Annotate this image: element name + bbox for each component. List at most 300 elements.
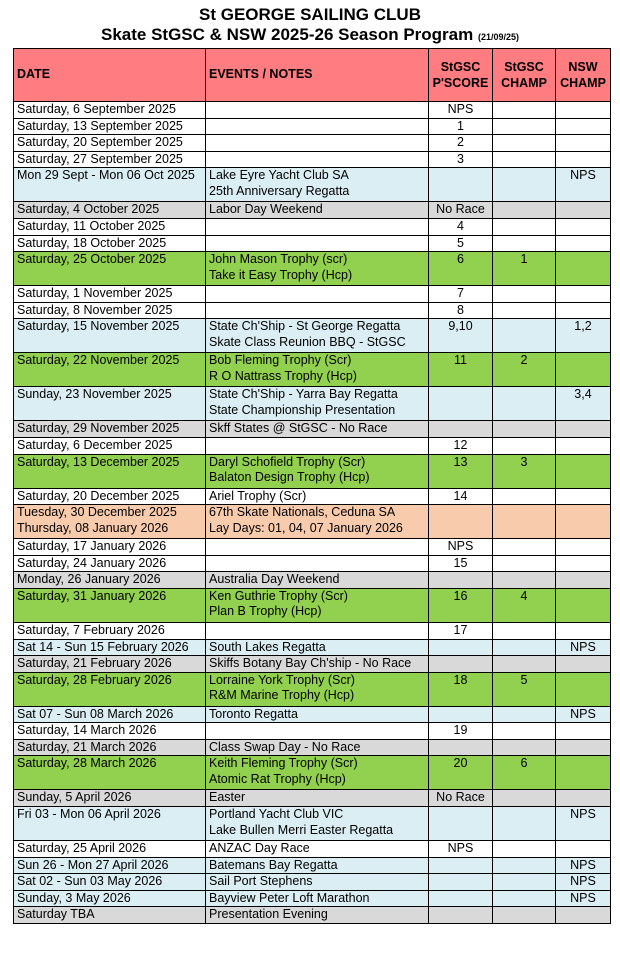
date-cell: [14, 706, 206, 723]
stgsc-champ-cell: [493, 202, 556, 219]
table-row: [14, 102, 611, 119]
nsw-champ-cell: [556, 790, 611, 807]
events-cell-text: Easter: [209, 790, 246, 805]
stgsc-champ-cell: [493, 488, 556, 505]
stgsc-champ-cell: [493, 874, 556, 891]
nsw-champ-cell: [556, 807, 611, 841]
pscore-cell: [429, 790, 493, 807]
stgsc-champ-cell-text: 2: [520, 353, 528, 368]
table-row: [14, 807, 611, 841]
stgsc-champ-cell: [493, 756, 556, 790]
nsw-champ-cell: [556, 319, 611, 353]
subtitle-text: Skate StGSC & NSW 2025-26 Season Program: [100, 25, 474, 44]
stgsc-champ-cell: [493, 286, 556, 303]
events-cell: [206, 437, 429, 454]
date-cell-text: Saturday, 21 March 2026: [17, 739, 157, 754]
table-row: [14, 572, 611, 589]
stgsc-champ-cell-text: 3: [520, 454, 528, 469]
stgsc-champ-cell: [493, 672, 556, 706]
events-cell-text: Balaton Design Trophy (Hcp): [209, 470, 370, 485]
date-cell-text: Saturday, 15 November 2025: [17, 319, 180, 334]
date-cell-text: Saturday, 29 November 2025: [17, 421, 180, 436]
pscore-cell: [429, 739, 493, 756]
table-header-row: [14, 49, 611, 102]
nsw-champ-cell: [556, 672, 611, 706]
events-cell-text: Bayview Peter Loft Marathon: [209, 890, 370, 905]
pscore-cell: [429, 118, 493, 135]
date-cell: [14, 421, 206, 438]
events-cell-text: State Championship Presentation: [209, 402, 396, 417]
table-row: [14, 235, 611, 252]
stgsc-champ-cell: [493, 790, 556, 807]
pscore-cell: [429, 890, 493, 907]
table-row: [14, 656, 611, 673]
events-cell: [206, 739, 429, 756]
table-row: [14, 890, 611, 907]
nsw-champ-cell: [556, 218, 611, 235]
events-cell: [206, 639, 429, 656]
stgsc-champ-cell: [493, 319, 556, 353]
events-cell: [206, 505, 429, 539]
table-row: [14, 353, 611, 387]
table-row: [14, 302, 611, 319]
pscore-cell-text: 1: [457, 118, 464, 133]
stgsc-champ-cell: [493, 539, 556, 556]
stgsc-champ-cell: [493, 555, 556, 572]
pscore-cell-text: No Race: [436, 202, 485, 217]
nsw-champ-cell-text: NPS: [570, 807, 596, 822]
events-cell: [206, 102, 429, 119]
date-cell-text: Saturday TBA: [17, 907, 95, 922]
events-cell: [206, 841, 429, 858]
pscore-cell-text: 8: [457, 302, 464, 317]
pscore-cell-text: 17: [453, 622, 468, 637]
table-row: [14, 387, 611, 421]
date-cell: [14, 857, 206, 874]
nsw-champ-cell: [556, 841, 611, 858]
pscore-cell: [429, 656, 493, 673]
events-cell: [206, 555, 429, 572]
header-pscore: [429, 49, 493, 102]
table-row: [14, 907, 611, 924]
table-row: [14, 539, 611, 556]
stgsc-champ-cell: [493, 454, 556, 488]
pscore-cell: [429, 756, 493, 790]
pscore-cell-text: 19: [453, 723, 468, 738]
table-row: [14, 588, 611, 622]
pscore-cell: [429, 135, 493, 152]
stgsc-champ-cell: [493, 102, 556, 119]
date-cell: [14, 639, 206, 656]
nsw-champ-cell-text: 3,4: [574, 387, 592, 402]
events-cell: [206, 790, 429, 807]
table-row: [14, 252, 611, 286]
date-cell-text: Saturday, 21 February 2026: [17, 656, 172, 671]
date-cell-text: Saturday, 8 November 2025: [17, 302, 173, 317]
header-events: EVENTS / NOTES: [206, 49, 429, 102]
events-cell-text: Lorraine York Trophy (Scr): [209, 672, 355, 687]
header-stgsc-champ-line2: CHAMP: [501, 76, 547, 90]
events-cell-text: Skate Class Reunion BBQ - StGSC: [209, 334, 406, 349]
events-cell: [206, 319, 429, 353]
date-cell: [14, 539, 206, 556]
nsw-champ-cell: [556, 890, 611, 907]
date-cell-text: Saturday, 18 October 2025: [17, 235, 167, 250]
table-row: [14, 135, 611, 152]
pscore-cell: [429, 857, 493, 874]
pscore-cell-text: 18: [453, 672, 468, 687]
date-cell: [14, 302, 206, 319]
nsw-champ-cell: [556, 488, 611, 505]
events-cell: [206, 539, 429, 556]
date-cell-text: Sunday, 3 May 2026: [17, 890, 131, 905]
table-row: [14, 706, 611, 723]
date-cell: [14, 739, 206, 756]
stgsc-champ-cell: [493, 807, 556, 841]
pscore-cell-text: 7: [457, 286, 464, 301]
date-cell: [14, 319, 206, 353]
pscore-cell: [429, 488, 493, 505]
events-cell-text: Plan B Trophy (Hcp): [209, 604, 322, 619]
pscore-cell-text: 14: [453, 488, 468, 503]
events-cell: [206, 672, 429, 706]
events-cell-text: Australia Day Weekend: [209, 572, 340, 587]
date-cell-text: Saturday, 28 March 2026: [17, 756, 157, 771]
date-cell-text: Saturday, 17 January 2026: [17, 539, 167, 554]
stgsc-champ-cell: [493, 421, 556, 438]
events-cell: [206, 706, 429, 723]
table-row: [14, 286, 611, 303]
events-cell-text: Lay Days: 01, 04, 07 January 2026: [209, 520, 403, 535]
date-cell: [14, 890, 206, 907]
table-row: [14, 437, 611, 454]
events-cell-text: Skff States @ StGSC - No Race: [209, 421, 388, 436]
nsw-champ-cell: [556, 252, 611, 286]
pscore-cell-text: 15: [453, 555, 468, 570]
pscore-cell-text: NPS: [447, 102, 474, 116]
nsw-champ-cell: [556, 387, 611, 421]
nsw-champ-cell: [556, 102, 611, 119]
stgsc-champ-cell: [493, 252, 556, 286]
events-cell: [206, 387, 429, 421]
date-cell: [14, 588, 206, 622]
date-cell: [14, 437, 206, 454]
table-row: [14, 421, 611, 438]
date-cell: [14, 907, 206, 924]
date-cell-text: Sat 02 - Sun 03 May 2026: [17, 874, 163, 889]
events-cell-text: Toronto Regatta: [209, 706, 298, 721]
date-cell-text: Saturday, 7 February 2026: [17, 622, 165, 637]
stgsc-champ-cell: [493, 135, 556, 152]
stgsc-champ-cell: [493, 622, 556, 639]
pscore-cell: [429, 907, 493, 924]
version-date: (21/09/25): [477, 32, 519, 42]
nsw-champ-cell: [556, 588, 611, 622]
nsw-champ-cell: [556, 656, 611, 673]
date-cell: [14, 790, 206, 807]
events-cell-text: State Ch'Ship - St George Regatta: [209, 319, 401, 334]
stgsc-champ-cell: [493, 723, 556, 740]
nsw-champ-cell: [556, 857, 611, 874]
table-row: [14, 622, 611, 639]
stgsc-champ-cell: [493, 168, 556, 202]
table-row: [14, 639, 611, 656]
stgsc-champ-cell-text: 1: [520, 252, 528, 267]
nsw-champ-cell: [556, 907, 611, 924]
pscore-cell: [429, 555, 493, 572]
events-cell-text: Class Swap Day - No Race: [209, 739, 361, 754]
events-cell: [206, 723, 429, 740]
nsw-champ-cell: [556, 202, 611, 219]
pscore-cell: [429, 437, 493, 454]
events-cell-text: Labor Day Weekend: [209, 202, 323, 217]
pscore-cell-text: NPS: [447, 539, 474, 554]
stgsc-champ-cell: [493, 437, 556, 454]
events-cell: [206, 572, 429, 589]
pscore-cell: [429, 572, 493, 589]
events-cell-text: John Mason Trophy (scr): [209, 252, 348, 267]
pscore-cell-text: 13: [453, 454, 468, 469]
date-cell-text: Saturday, 24 January 2026: [17, 555, 167, 570]
nsw-champ-cell: [556, 572, 611, 589]
date-cell: [14, 235, 206, 252]
date-cell: [14, 572, 206, 589]
events-cell: [206, 622, 429, 639]
table-row: [14, 505, 611, 539]
pscore-cell: [429, 102, 493, 119]
nsw-champ-cell: [556, 151, 611, 168]
nsw-champ-cell: [556, 723, 611, 740]
pscore-cell-text: 5: [457, 235, 464, 250]
events-cell: [206, 353, 429, 387]
events-cell-text: Lake Eyre Yacht Club SA: [209, 168, 349, 183]
stgsc-champ-cell: [493, 572, 556, 589]
season-program-table: [13, 48, 611, 924]
stgsc-champ-cell: [493, 739, 556, 756]
pscore-cell: [429, 454, 493, 488]
date-cell-text: Saturday, 1 November 2025: [17, 286, 173, 301]
nsw-champ-cell: [556, 353, 611, 387]
table-row: [14, 874, 611, 891]
header-stgsc-champ: [493, 49, 556, 102]
nsw-champ-cell-text: NPS: [570, 639, 596, 654]
nsw-champ-cell: [556, 437, 611, 454]
pscore-cell-text: 11: [454, 353, 467, 368]
events-cell: [206, 454, 429, 488]
date-cell-text: Saturday, 22 November 2025: [17, 353, 180, 368]
events-cell: [206, 656, 429, 673]
date-cell-text: Saturday, 25 April 2026: [17, 841, 147, 856]
events-cell: [206, 302, 429, 319]
pscore-cell: [429, 807, 493, 841]
pscore-cell-text: 20: [453, 756, 468, 771]
stgsc-champ-cell: [493, 639, 556, 656]
pscore-cell-text: 2: [457, 135, 464, 150]
stgsc-champ-cell-text: 4: [520, 588, 528, 603]
date-cell-text: Saturday, 6 December 2025: [17, 437, 173, 452]
date-cell: [14, 622, 206, 639]
pscore-cell: [429, 151, 493, 168]
stgsc-champ-cell: [493, 857, 556, 874]
date-cell-text: Saturday, 20 December 2025: [17, 488, 180, 503]
nsw-champ-cell: [556, 639, 611, 656]
events-cell: [206, 890, 429, 907]
stgsc-champ-cell: [493, 387, 556, 421]
pscore-cell-text: NPS: [447, 841, 474, 856]
date-cell-text: Sunday, 23 November 2025: [17, 387, 172, 402]
pscore-cell: [429, 841, 493, 858]
nsw-champ-cell: [556, 756, 611, 790]
date-cell-text: Mon 29 Sept - Mon 06 Oct 2025: [17, 168, 195, 183]
events-cell-text: 25th Anniversary Regatta: [209, 183, 350, 198]
pscore-cell: [429, 672, 493, 706]
events-cell: [206, 218, 429, 235]
stgsc-champ-cell: [493, 235, 556, 252]
pscore-cell: [429, 622, 493, 639]
date-cell: [14, 218, 206, 235]
stgsc-champ-cell: [493, 841, 556, 858]
stgsc-champ-cell: [493, 588, 556, 622]
table-row: [14, 151, 611, 168]
date-cell-text: Saturday, 27 September 2025: [17, 151, 183, 166]
table-row: [14, 454, 611, 488]
events-cell: [206, 807, 429, 841]
pscore-cell-text: 3: [457, 151, 464, 166]
nsw-champ-cell: [556, 168, 611, 202]
stgsc-champ-cell-text: 6: [520, 756, 528, 771]
date-cell-text: Saturday, 6 September 2025: [17, 102, 176, 116]
date-cell-text: Saturday, 25 October 2025: [17, 252, 167, 267]
nsw-champ-cell-text: NPS: [570, 890, 596, 905]
table-row: [14, 319, 611, 353]
pscore-cell: [429, 505, 493, 539]
events-cell-text: R O Nattrass Trophy (Hcp): [209, 368, 357, 383]
events-cell-text: Batemans Bay Regatta: [209, 857, 338, 872]
date-cell-text: Monday, 26 January 2026: [17, 572, 161, 587]
nsw-champ-cell: [556, 302, 611, 319]
header-nsw-champ-line2: CHAMP: [560, 76, 606, 90]
date-cell: [14, 387, 206, 421]
date-cell: [14, 841, 206, 858]
table-row: [14, 756, 611, 790]
stgsc-champ-cell: [493, 218, 556, 235]
date-cell-text: Fri 03 - Mon 06 April 2026: [17, 807, 161, 822]
events-cell-text: 67th Skate Nationals, Ceduna SA: [209, 505, 396, 520]
pscore-cell-text: 16: [453, 588, 468, 603]
date-cell: [14, 756, 206, 790]
stgsc-champ-cell: [493, 656, 556, 673]
header-nsw-champ: [556, 49, 611, 102]
stgsc-champ-cell: [493, 353, 556, 387]
pscore-cell: [429, 286, 493, 303]
events-cell: [206, 202, 429, 219]
date-cell: [14, 286, 206, 303]
events-cell: [206, 488, 429, 505]
date-cell-text: Sun 26 - Mon 27 April 2026: [17, 857, 169, 872]
events-cell-text: Lake Bullen Merri Easter Regatta: [209, 822, 394, 837]
date-cell-text: Saturday, 13 December 2025: [17, 454, 180, 469]
events-cell: [206, 588, 429, 622]
events-cell-text: Sail Port Stephens: [209, 874, 313, 889]
events-cell: [206, 421, 429, 438]
table-body: [14, 102, 611, 924]
nsw-champ-cell: [556, 286, 611, 303]
events-cell: [206, 118, 429, 135]
date-cell: [14, 454, 206, 488]
table-row: [14, 790, 611, 807]
pscore-cell-text: No Race: [436, 790, 485, 805]
nsw-champ-cell: [556, 421, 611, 438]
pscore-cell: [429, 202, 493, 219]
events-cell-text: Take it Easy Trophy (Hcp): [209, 267, 353, 282]
events-cell: [206, 235, 429, 252]
date-cell-text: Saturday, 28 February 2026: [17, 672, 172, 687]
pscore-cell: [429, 706, 493, 723]
events-cell-text: R&M Marine Trophy (Hcp): [209, 688, 355, 703]
table-row: [14, 218, 611, 235]
header-pscore-line1: StGSC: [440, 60, 481, 74]
header-stgsc-champ-line1: StGSC: [504, 60, 544, 74]
header-pscore-line2: P'SCORE: [432, 76, 489, 90]
date-cell: [14, 807, 206, 841]
table-row: [14, 857, 611, 874]
pscore-cell: [429, 319, 493, 353]
events-cell-text: Skiffs Botany Bay Ch'ship - No Race: [209, 656, 412, 671]
pscore-cell: [429, 874, 493, 891]
date-cell: [14, 874, 206, 891]
stgsc-champ-cell: [493, 505, 556, 539]
pscore-cell-text: 6: [457, 252, 464, 267]
stgsc-champ-cell: [493, 302, 556, 319]
date-cell-text: Sat 07 - Sun 08 March 2026: [17, 706, 174, 721]
stgsc-champ-cell: [493, 706, 556, 723]
pscore-cell: [429, 588, 493, 622]
date-cell: [14, 135, 206, 152]
table-row: [14, 739, 611, 756]
pscore-cell: [429, 539, 493, 556]
table-row: [14, 555, 611, 572]
nsw-champ-cell-text: NPS: [570, 168, 596, 183]
date-cell: [14, 118, 206, 135]
table-row: [14, 488, 611, 505]
pscore-cell-text: 9,10: [448, 319, 473, 334]
pscore-cell: [429, 387, 493, 421]
nsw-champ-cell: [556, 622, 611, 639]
nsw-champ-cell-text: NPS: [570, 874, 596, 889]
nsw-champ-cell: [556, 135, 611, 152]
pscore-cell: [429, 723, 493, 740]
events-cell-text: Ken Guthrie Trophy (Scr): [209, 588, 348, 603]
nsw-champ-cell: [556, 539, 611, 556]
page-subtitle: [0, 25, 620, 47]
nsw-champ-cell: [556, 505, 611, 539]
pscore-cell-text: 12: [453, 437, 468, 452]
nsw-champ-cell: [556, 874, 611, 891]
events-cell-text: South Lakes Regatta: [209, 639, 326, 654]
pscore-cell: [429, 168, 493, 202]
date-cell: [14, 505, 206, 539]
events-cell-text: Atomic Rat Trophy (Hcp): [209, 771, 346, 786]
nsw-champ-cell: [556, 739, 611, 756]
events-cell-text: Presentation Evening: [209, 907, 328, 922]
page-title: St GEORGE SAILING CLUB: [199, 5, 421, 24]
events-cell: [206, 168, 429, 202]
nsw-champ-cell: [556, 706, 611, 723]
table-row: [14, 841, 611, 858]
date-cell: [14, 252, 206, 286]
pscore-cell: [429, 252, 493, 286]
events-cell: [206, 151, 429, 168]
